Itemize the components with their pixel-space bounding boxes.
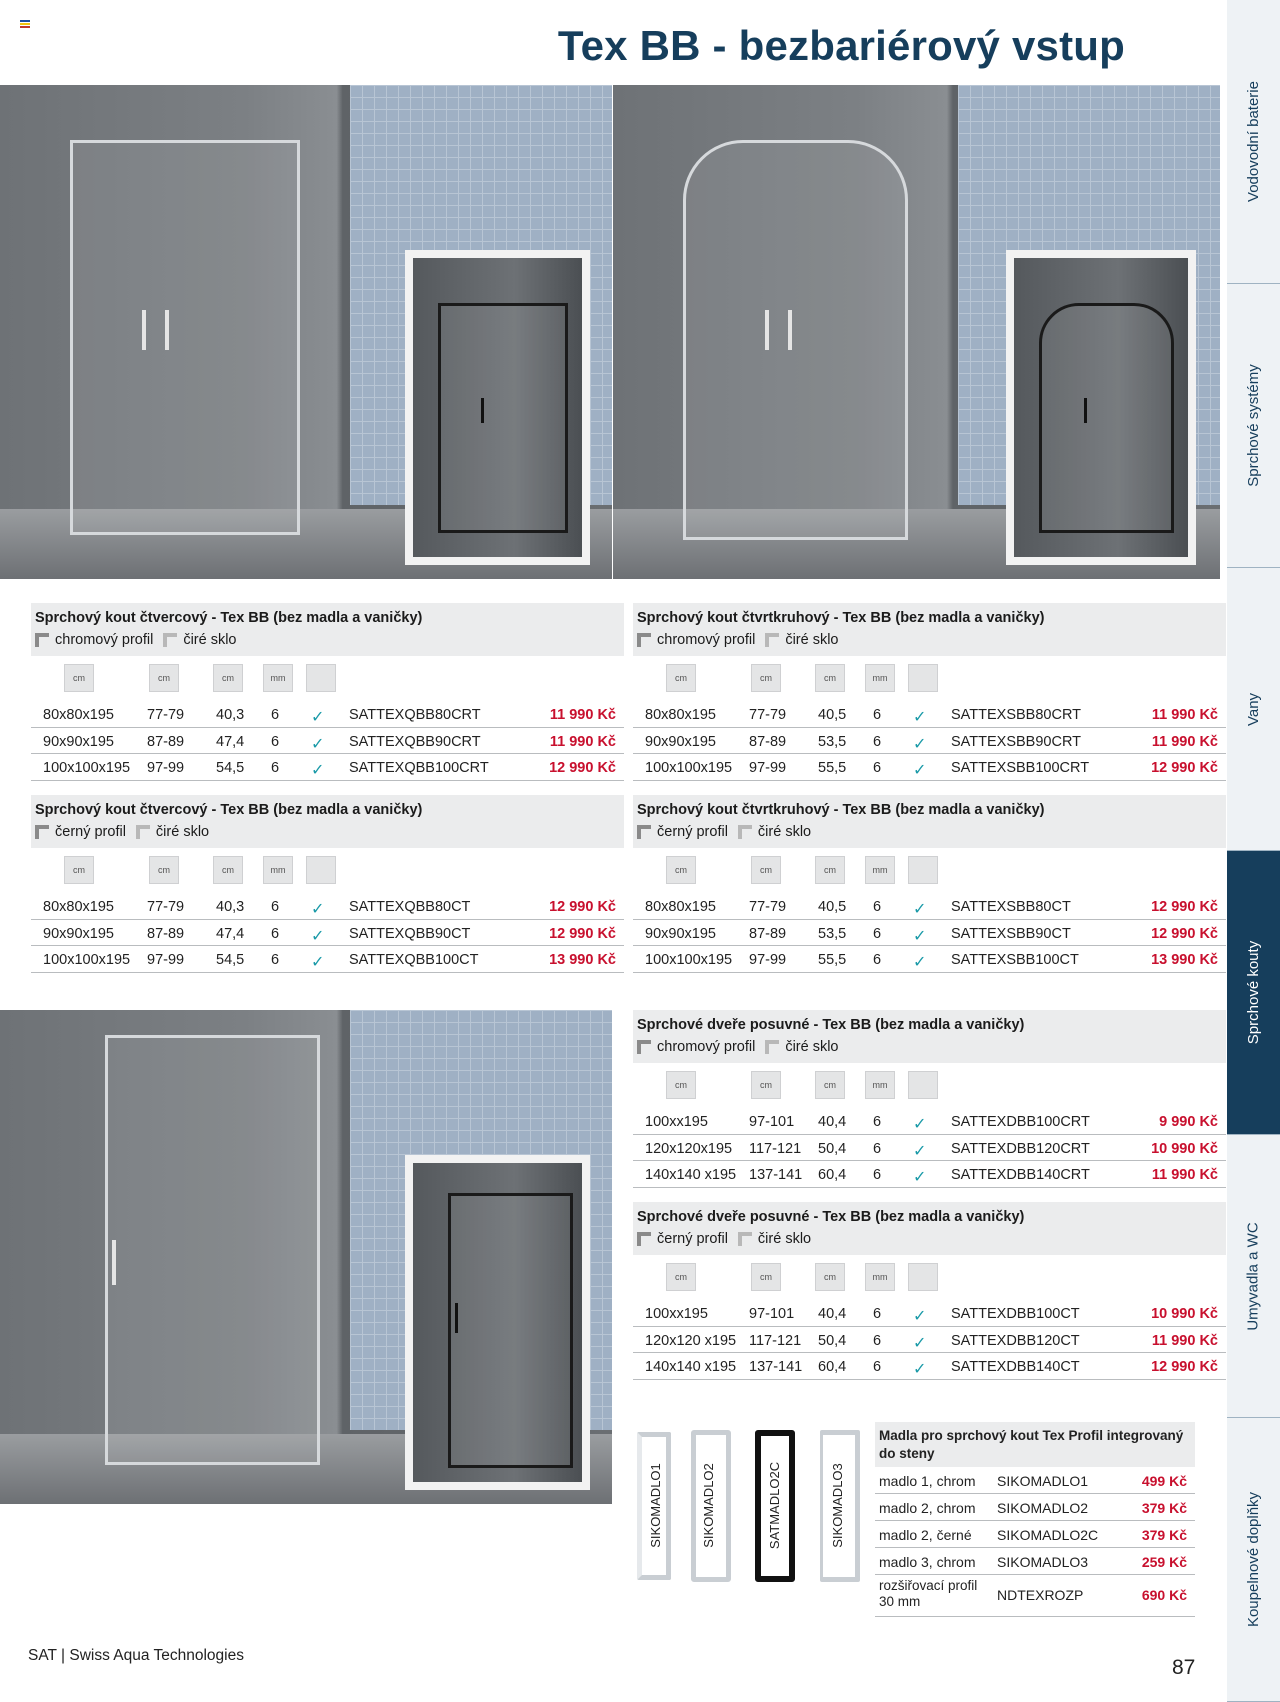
coating-check-icon: ✓ [311, 735, 325, 753]
profile-label: chromový profil [657, 632, 756, 648]
size-icon [64, 856, 94, 884]
enclosure-chrome [70, 140, 300, 535]
glass-icon [765, 633, 779, 647]
table-row [31, 701, 624, 728]
glass-icon [865, 664, 895, 692]
tab-sprchove-kouty[interactable] [1227, 851, 1280, 1135]
product-table [31, 603, 624, 781]
icon-row [31, 656, 624, 701]
price-cell: 11 990 Kč [1151, 733, 1218, 750]
table-row [31, 946, 624, 973]
glass-thickness-cell: 6 [271, 707, 280, 723]
adjust-cell: 97-99 [749, 760, 787, 776]
adjust-cell: 117-121 [749, 1332, 802, 1349]
table-title: Sprchový kout čtvrtkruhový - Tex BB (bez madla a vaničky) [637, 610, 1045, 626]
code-cell: SIKOMADLO2C [997, 1527, 1099, 1543]
unit-label: cm [760, 1080, 772, 1090]
table-row [633, 1108, 1226, 1135]
glass-thickness-cell: 6 [873, 952, 882, 968]
table-title: Sprchový kout čtvercový - Tex BB (bez madla a vaničky) [35, 610, 423, 626]
glass-label: čiré sklo [183, 632, 237, 648]
unit-label: mm [872, 1272, 888, 1282]
glass-thickness-cell: 6 [271, 733, 280, 750]
table-title: Sprchový kout čtvrtkruhový - Tex BB (bez madla a vaničky) [637, 802, 1045, 818]
size-cell: 80x80x195 [43, 707, 114, 723]
glass-thickness-cell: 6 [873, 1114, 882, 1130]
code-cell: SATTEXQBB100CT [349, 952, 479, 968]
unit-label: cm [760, 865, 772, 875]
tab-umyvadla-a-wc[interactable] [1227, 1135, 1280, 1418]
unit-label: cm [73, 865, 85, 875]
profile-label: černý profil [657, 824, 728, 840]
glass-thickness-cell: 6 [873, 1140, 882, 1157]
profile-label: chromový profil [55, 632, 154, 648]
handles-table [875, 1422, 1195, 1617]
handle-label: SIKOMADLO2 [700, 1463, 716, 1548]
size-icon [666, 1071, 696, 1099]
code-cell: SATTEXQBB100CRT [349, 760, 489, 776]
entry-cell: 40,4 [818, 1114, 847, 1130]
table-row [31, 728, 624, 755]
coating-icon [908, 664, 938, 692]
glass-thickness-cell: 6 [873, 1332, 882, 1349]
handle-name-cell: rozšiřovací profil 30 mm [879, 1578, 978, 1609]
tab-label: Sprchové systémy [1245, 364, 1263, 487]
price-cell: 12 990 Kč [1151, 760, 1218, 776]
handles-table-title: Madla pro sprchový kout Tex Profil integrovaný do steny [875, 1422, 1195, 1467]
price-cell: 11 990 Kč [1151, 1332, 1218, 1349]
profile-icon [637, 1040, 651, 1054]
entry-icon [815, 664, 845, 692]
tab-label: Sprchové kouty [1245, 940, 1263, 1045]
product-table [633, 1010, 1226, 1188]
entry-cell: 54,5 [216, 760, 245, 776]
unit-label: mm [872, 865, 888, 875]
unit-label: mm [270, 673, 286, 683]
size-icon [666, 664, 696, 692]
adjust-icon [751, 1263, 781, 1291]
table-row [875, 1494, 1195, 1521]
price-cell: 499 Kč [1141, 1473, 1187, 1489]
price-cell: 9 990 Kč [1159, 1114, 1218, 1130]
table-row [633, 1161, 1226, 1188]
profile-icon [35, 633, 49, 647]
unit-label: cm [824, 865, 836, 875]
entry-cell: 53,5 [818, 925, 847, 942]
size-cell: 140x140 x195 [645, 1359, 737, 1375]
unit-label: cm [73, 673, 85, 683]
price-cell: 11 990 Kč [1151, 707, 1218, 723]
size-cell: 100x100x195 [43, 760, 131, 776]
table-row [633, 946, 1226, 973]
coating-check-icon: ✓ [913, 1142, 927, 1160]
adjust-cell: 97-101 [749, 1306, 795, 1322]
product-table [633, 1202, 1226, 1380]
size-cell: 120x120 x195 [645, 1332, 737, 1349]
unit-label: cm [675, 1080, 687, 1090]
glass-thickness-cell: 6 [873, 925, 882, 942]
coating-check-icon: ✓ [913, 762, 927, 779]
entry-icon [815, 1263, 845, 1291]
price-cell: 259 Kč [1141, 1554, 1187, 1570]
coating-check-icon: ✓ [311, 762, 325, 779]
profile-icon [637, 1232, 651, 1246]
tab-label: Umyvadla a WC [1245, 1221, 1263, 1331]
icon-row [31, 848, 624, 893]
product-table [633, 795, 1226, 973]
glass-icon [865, 856, 895, 884]
code-cell: SATTEXDBB100CRT [951, 1114, 1090, 1130]
code-cell: SATTEXDBB100CT [951, 1306, 1080, 1322]
entry-cell: 54,5 [216, 952, 245, 968]
adjust-icon [149, 664, 179, 692]
handle-label: SATMADLO2C [767, 1461, 783, 1550]
glass-label: čiré sklo [155, 824, 210, 840]
profile-icon [637, 633, 651, 647]
entry-cell: 50,4 [818, 1140, 847, 1157]
size-cell: 120x120x195 [645, 1140, 733, 1157]
coating-icon [908, 1263, 938, 1291]
table-title: Sprchový kout čtvercový - Tex BB (bez madla a vaničky) [35, 802, 423, 818]
code-cell: SIKOMADLO2 [997, 1500, 1089, 1516]
code-cell: SATTEXSBB100CRT [951, 760, 1090, 776]
glass-thickness-cell: 6 [873, 760, 882, 776]
code-cell: SATTEXQBB90CRT [349, 733, 481, 750]
tab-sprchove-systemy[interactable] [1227, 284, 1280, 568]
table-row [875, 1467, 1195, 1494]
glass-icon [738, 825, 752, 839]
unit-label: cm [675, 1272, 687, 1282]
coating-check-icon: ✓ [311, 954, 325, 971]
adjust-cell: 77-79 [749, 707, 787, 723]
photo-quarter-enclosure [613, 85, 1220, 579]
price-cell: 379 Kč [1141, 1527, 1187, 1543]
handle-name-cell: madlo 2, chrom [879, 1500, 976, 1516]
price-cell: 12 990 Kč [549, 925, 616, 942]
price-cell: 11 990 Kč [549, 733, 616, 750]
tab-label: Vany [1244, 692, 1262, 726]
code-cell: SATTEXDBB140CT [951, 1359, 1080, 1375]
glass-icon [865, 1263, 895, 1291]
adjust-icon [751, 856, 781, 884]
enclosure-chrome [683, 140, 908, 540]
price-cell: 12 990 Kč [1151, 1359, 1218, 1375]
table-row [875, 1575, 1195, 1617]
glass-thickness-cell: 6 [873, 1306, 882, 1322]
photo-sliding-door [0, 1010, 612, 1504]
glass-icon [263, 856, 293, 884]
coating-check-icon: ✓ [913, 1116, 927, 1133]
code-cell: SATTEXQBB90CT [349, 925, 471, 942]
coating-check-icon: ✓ [913, 709, 927, 726]
price-cell: 13 990 Kč [549, 952, 616, 968]
profile-icon [637, 825, 651, 839]
adjust-cell: 87-89 [147, 925, 185, 942]
entry-cell: 60,4 [818, 1167, 847, 1183]
unit-label: cm [824, 673, 836, 683]
price-cell: 11 990 Kč [1151, 1167, 1218, 1183]
adjust-cell: 77-79 [147, 899, 185, 915]
code-cell: SATTEXDBB120CRT [951, 1140, 1090, 1157]
price-cell: 379 Kč [1141, 1500, 1187, 1516]
unit-label: mm [872, 1080, 888, 1090]
glass-thickness-cell: 6 [873, 733, 882, 750]
inset-photo-black [405, 1155, 590, 1490]
size-cell: 90x90x195 [43, 925, 114, 942]
adjust-cell: 137-141 [749, 1167, 803, 1183]
profile-icon [35, 825, 49, 839]
size-cell: 100x100x195 [645, 952, 733, 968]
coating-icon [908, 1071, 938, 1099]
entry-icon [213, 664, 243, 692]
entry-cell: 60,4 [818, 1359, 847, 1375]
entry-cell: 55,5 [818, 952, 847, 968]
price-cell: 12 990 Kč [549, 899, 616, 915]
coating-check-icon: ✓ [913, 1169, 927, 1186]
glass-thickness-cell: 6 [271, 899, 280, 915]
entry-cell: 50,4 [818, 1332, 847, 1349]
entry-icon [815, 856, 845, 884]
table-header [633, 1010, 1226, 1063]
code-cell: SATTEXQBB80CRT [349, 707, 481, 723]
handle-name-cell: madlo 3, chrom [879, 1554, 976, 1570]
tab-vany[interactable] [1227, 568, 1280, 851]
section-tabs [1227, 0, 1280, 1702]
icon-row [633, 1255, 1226, 1300]
profile-label: černý profil [657, 1231, 728, 1247]
unit-label: cm [158, 673, 170, 683]
tab-label: Koupelnové doplňky [1245, 1491, 1263, 1628]
unit-label: cm [222, 673, 234, 683]
size-cell: 80x80x195 [43, 899, 114, 915]
adjust-icon [751, 1071, 781, 1099]
table-row [633, 893, 1226, 920]
entry-cell: 40,3 [216, 899, 245, 915]
entry-cell: 40,5 [818, 899, 847, 915]
tab-koupelnove-doplnky[interactable] [1227, 1418, 1280, 1702]
coating-check-icon: ✓ [311, 927, 325, 945]
code-cell: SATTEXSBB80CT [951, 899, 1071, 915]
adjust-cell: 137-141 [749, 1359, 803, 1375]
table-row [633, 728, 1226, 755]
code-cell: SATTEXDBB120CT [951, 1332, 1080, 1349]
handle-label: SIKOMADLO1 [647, 1463, 663, 1548]
price-cell: 13 990 Kč [1151, 952, 1218, 968]
glass-icon [738, 1232, 752, 1246]
code-cell: SATTEXSBB90CRT [951, 733, 1082, 750]
glass-label: čiré sklo [757, 824, 812, 840]
glass-icon [163, 633, 177, 647]
price-cell: 690 Kč [1141, 1587, 1187, 1603]
handle-label: SIKOMADLO3 [829, 1463, 845, 1548]
entry-cell: 53,5 [818, 733, 847, 750]
flag-icon [20, 20, 30, 27]
size-cell: 100xx195 [645, 1114, 708, 1130]
entry-cell: 40,3 [216, 707, 245, 723]
table-row [31, 754, 624, 781]
glass-thickness-cell: 6 [873, 1359, 882, 1375]
profile-label: černý profil [55, 824, 126, 840]
size-cell: 140x140 x195 [645, 1167, 737, 1183]
entry-cell: 40,4 [818, 1306, 847, 1322]
table-row [633, 701, 1226, 728]
page-number: 87 [1172, 1656, 1196, 1679]
tab-label: Vodovodní baterie [1245, 81, 1262, 202]
adjust-cell: 77-79 [147, 707, 185, 723]
coating-check-icon: ✓ [913, 901, 927, 918]
unit-label: mm [270, 865, 286, 875]
glass-thickness-cell: 6 [271, 925, 280, 942]
price-cell: 11 990 Kč [549, 707, 616, 723]
coating-check-icon: ✓ [311, 901, 325, 918]
adjust-icon [751, 664, 781, 692]
coating-check-icon: ✓ [913, 1334, 927, 1352]
photo-square-enclosure [0, 85, 612, 579]
entry-cell: 40,5 [818, 707, 847, 723]
table-header [633, 795, 1226, 848]
profile-label: chromový profil [657, 1039, 756, 1055]
code-cell: SATTEXDBB140CRT [951, 1167, 1090, 1183]
adjust-cell: 87-89 [749, 925, 787, 942]
unit-label: cm [760, 673, 772, 683]
adjust-cell: 87-89 [749, 733, 787, 750]
size-cell: 90x90x195 [645, 925, 716, 942]
glass-icon [136, 825, 150, 839]
icon-row [633, 1063, 1226, 1108]
table-row [633, 920, 1226, 947]
entry-cell: 47,4 [216, 925, 245, 942]
adjust-cell: 97-101 [749, 1114, 795, 1130]
footer-brand: SAT | Swiss Aqua Technologies [28, 1647, 244, 1664]
handle-name-cell: madlo 1, chrom [879, 1473, 976, 1489]
table-row [31, 893, 624, 920]
table-row [633, 1353, 1226, 1380]
handles-image [635, 1428, 875, 1583]
unit-label: cm [222, 865, 234, 875]
icon-row [633, 656, 1226, 701]
glass-icon [263, 664, 293, 692]
inset-photo-black [1006, 250, 1196, 565]
table-title: Sprchové dveře posuvné - Tex BB (bez madla a vaničky) [637, 1017, 1025, 1033]
adjust-cell: 97-99 [147, 952, 185, 968]
coating-check-icon: ✓ [913, 954, 927, 971]
table-header [31, 603, 624, 656]
door-chrome [105, 1035, 320, 1465]
coating-icon [908, 856, 938, 884]
size-cell: 100x100x195 [43, 952, 131, 968]
price-cell: 10 990 Kč [1151, 1306, 1218, 1322]
adjust-cell: 97-99 [749, 952, 787, 968]
unit-label: mm [872, 673, 888, 683]
coating-check-icon: ✓ [311, 709, 325, 726]
unit-label: cm [675, 865, 687, 875]
code-cell: SATTEXQBB80CT [349, 899, 471, 915]
glass-label: čiré sklo [757, 1231, 812, 1247]
adjust-cell: 117-121 [749, 1140, 802, 1157]
glass-thickness-cell: 6 [271, 760, 280, 776]
price-cell: 12 990 Kč [1151, 899, 1218, 915]
size-icon [64, 664, 94, 692]
coating-check-icon: ✓ [913, 735, 927, 753]
table-row [875, 1521, 1195, 1548]
table-header [633, 1202, 1226, 1255]
unit-label: cm [824, 1272, 836, 1282]
coating-check-icon: ✓ [913, 1361, 927, 1378]
tab-vodovodni-baterie[interactable] [1227, 0, 1280, 284]
price-cell: 12 990 Kč [1151, 925, 1218, 942]
unit-label: cm [760, 1272, 772, 1282]
table-row [633, 1135, 1226, 1162]
handle-name-cell: madlo 2, černé [879, 1527, 972, 1543]
unit-label: cm [675, 673, 687, 683]
adjust-cell: 87-89 [147, 733, 185, 750]
coating-icon [306, 664, 336, 692]
table-row [633, 754, 1226, 781]
code-cell: SATTEXSBB90CT [951, 925, 1071, 942]
table-row [875, 1548, 1195, 1575]
glass-label: čiré sklo [785, 1039, 839, 1055]
adjust-cell: 77-79 [749, 899, 787, 915]
table-title: Sprchové dveře posuvné - Tex BB (bez madla a vaničky) [637, 1209, 1025, 1225]
entry-icon [815, 1071, 845, 1099]
size-cell: 80x80x195 [645, 707, 716, 723]
glass-icon [765, 1040, 779, 1054]
table-row [633, 1300, 1226, 1327]
coating-check-icon: ✓ [913, 1308, 927, 1325]
glass-icon [865, 1071, 895, 1099]
size-cell: 90x90x195 [645, 733, 716, 750]
size-icon [666, 1263, 696, 1291]
code-cell: SIKOMADLO1 [997, 1473, 1089, 1489]
glass-label: čiré sklo [785, 632, 839, 648]
table-header [31, 795, 624, 848]
table-row [31, 920, 624, 947]
page-title: Tex BB - bezbariérový vstup [557, 22, 1125, 69]
adjust-cell: 97-99 [147, 760, 185, 776]
entry-icon [213, 856, 243, 884]
size-cell: 80x80x195 [645, 899, 716, 915]
glass-thickness-cell: 6 [873, 1167, 882, 1183]
price-cell: 10 990 Kč [1151, 1140, 1218, 1157]
product-table [31, 795, 624, 973]
table-header [633, 603, 1226, 656]
price-cell: 12 990 Kč [549, 760, 616, 776]
entry-cell: 47,4 [216, 733, 245, 750]
glass-thickness-cell: 6 [873, 707, 882, 723]
entry-cell: 55,5 [818, 760, 847, 776]
glass-thickness-cell: 6 [873, 899, 882, 915]
code-cell: SATTEXSBB80CRT [951, 707, 1082, 723]
table-row [633, 1327, 1226, 1354]
inset-photo-black [405, 250, 590, 565]
coating-check-icon: ✓ [913, 927, 927, 945]
size-cell: 100x100x195 [645, 760, 733, 776]
icon-row [633, 848, 1226, 893]
adjust-icon [149, 856, 179, 884]
code-cell: NDTEXROZP [997, 1587, 1084, 1603]
size-cell: 100xx195 [645, 1306, 708, 1322]
glass-thickness-cell: 6 [271, 952, 280, 968]
coating-icon [306, 856, 336, 884]
product-table [633, 603, 1226, 781]
unit-label: cm [158, 865, 170, 875]
unit-label: cm [824, 1080, 836, 1090]
size-cell: 90x90x195 [43, 733, 114, 750]
size-icon [666, 856, 696, 884]
code-cell: SIKOMADLO3 [997, 1554, 1089, 1570]
code-cell: SATTEXSBB100CT [951, 952, 1079, 968]
